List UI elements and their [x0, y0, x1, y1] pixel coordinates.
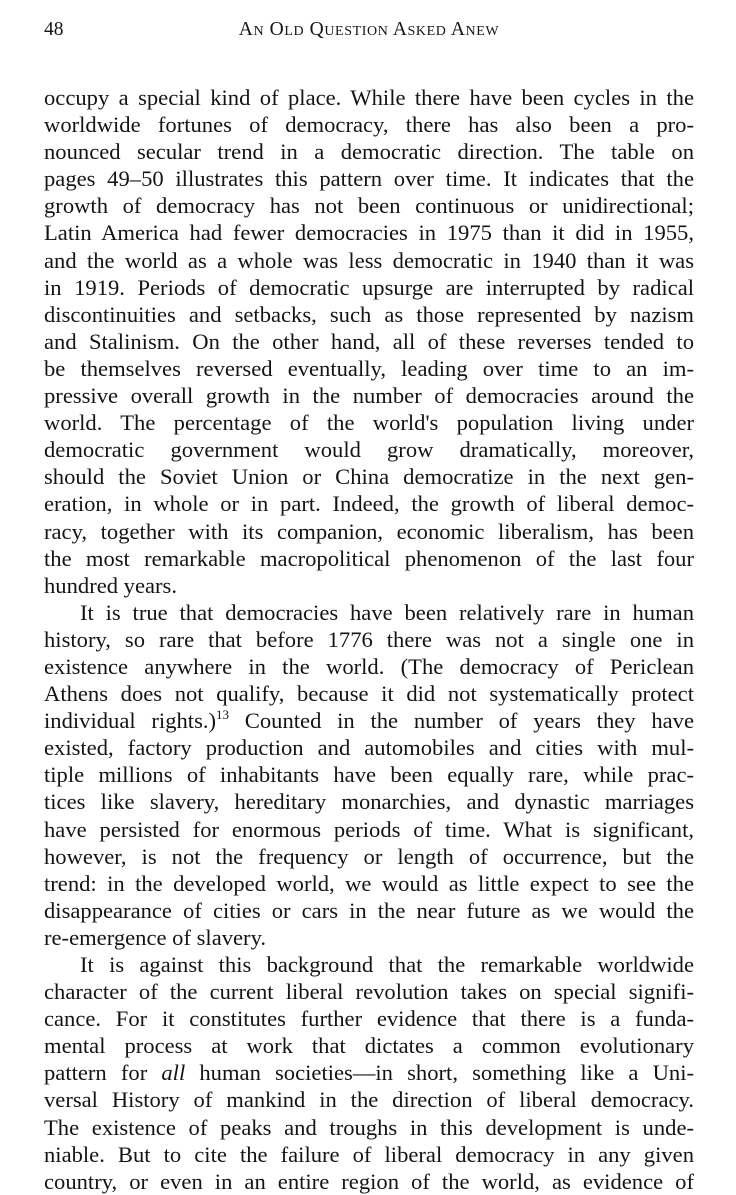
- running-head: [44, 14, 694, 46]
- text-line-with-emphasis: [44, 1059, 694, 1086]
- emphasized-word: all: [161, 1060, 186, 1086]
- text-line: and the world as a whole was less democratic in 1940 than it was: [44, 247, 694, 273]
- text-line: tiple millions of inhabitants have been equally rare, while prac-: [44, 762, 694, 788]
- running-title: An Old Question Asked Anew: [238, 19, 500, 40]
- text-fragment: human societies—in short, something like a Uni-: [185, 1060, 695, 1086]
- text-line-with-footnote: [44, 707, 694, 734]
- footnote-marker[interactable]: 13: [216, 707, 230, 723]
- text-line: have persisted for enormous periods of time. What is significant,: [44, 816, 694, 842]
- text-line: growth of democracy has not been continuous or unidirectional;: [44, 193, 694, 219]
- text-line: disappearance of cities or cars in the near future as we would the: [44, 897, 694, 923]
- text-line: country, or even in an entire region of the world, as evidence of: [44, 1168, 694, 1194]
- text-line: tices like slavery, hereditary monarchies, and dynastic marriages: [44, 789, 694, 815]
- text-line: The existence of peaks and troughs in this development is unde-: [44, 1114, 694, 1140]
- text-line: nounced secular trend in a democratic direction. The table on: [44, 139, 694, 165]
- text-line: character of the current liberal revolution takes on special signifi-: [44, 979, 694, 1005]
- text-line: in 1919. Periods of democratic upsurge are interrupted by radical: [44, 274, 694, 300]
- text-line: democratic government would grow dramatically, moreover,: [44, 437, 694, 463]
- body-text: [44, 84, 694, 1195]
- text-line: niable. But to cite the failure of liberal democracy in any given: [44, 1141, 694, 1167]
- text-line: discontinuities and setbacks, such as those represented by nazism: [44, 301, 694, 327]
- text-line: existed, factory production and automobiles and cities with mul-: [44, 735, 694, 761]
- text-line: history, so rare that before 1776 there was not a single one in: [44, 626, 694, 652]
- text-line: versal History of mankind in the direction of liberal democracy.: [44, 1087, 694, 1113]
- text-line: the most remarkable macropolitical phenomenon of the last four: [44, 545, 694, 571]
- text-line: and Stalinism. On the other hand, all of these reverses tended to: [44, 328, 694, 354]
- text-line: racy, together with its companion, economic liberalism, has been: [44, 518, 694, 544]
- text-line: re-emergence of slavery.: [44, 924, 267, 950]
- text-line: be themselves reversed eventually, leading over time to an im-: [44, 355, 694, 381]
- paragraph-2: [44, 599, 694, 951]
- text-fragment: individual rights.): [44, 708, 217, 734]
- text-line: cance. For it constitutes further evidence that there is a funda-: [44, 1006, 694, 1032]
- text-line: however, is not the frequency or length of occurrence, but the: [44, 843, 694, 869]
- text-fragment: Counted in the number of years they have: [229, 708, 694, 734]
- text-line: pages 49–50 illustrates this pattern over time. It indicates that the: [44, 166, 694, 192]
- text-line: trend: in the developed world, we would as little expect to see the: [44, 870, 694, 896]
- text-line: pressive overall growth in the number of democracies around the: [44, 383, 694, 409]
- text-line: occupy a special kind of place. While there have been cycles in the: [44, 85, 694, 110]
- text-line: world. The percentage of the world's population living under: [44, 410, 694, 436]
- text-line: Latin America had fewer democracies in 1975 than it did in 1955,: [44, 220, 694, 246]
- text-line: hundred years.: [44, 572, 178, 598]
- text-line: worldwide fortunes of democracy, there has also been a pro-: [44, 112, 694, 138]
- text-fragment: pattern for: [44, 1060, 162, 1086]
- text-line: It is against this background that the remarkable worldwide: [80, 952, 694, 977]
- paragraph-1: [44, 84, 694, 599]
- text-line: mental process at work that dictates a common evolutionary: [44, 1033, 694, 1059]
- text-line: It is true that democracies have been relatively rare in human: [80, 599, 694, 625]
- text-line: existence anywhere in the world. (The democracy of Periclean: [44, 653, 694, 679]
- book-page: [44, 14, 694, 1195]
- text-line: Athens does not qualify, because it did not systematically protect: [44, 681, 694, 707]
- text-line: should the Soviet Union or China democratize in the next gen-: [44, 464, 694, 490]
- page-number: 48: [44, 19, 64, 40]
- text-line: eration, in whole or in part. Indeed, the growth of liberal democ-: [44, 491, 694, 517]
- paragraph-3: [44, 951, 694, 1195]
